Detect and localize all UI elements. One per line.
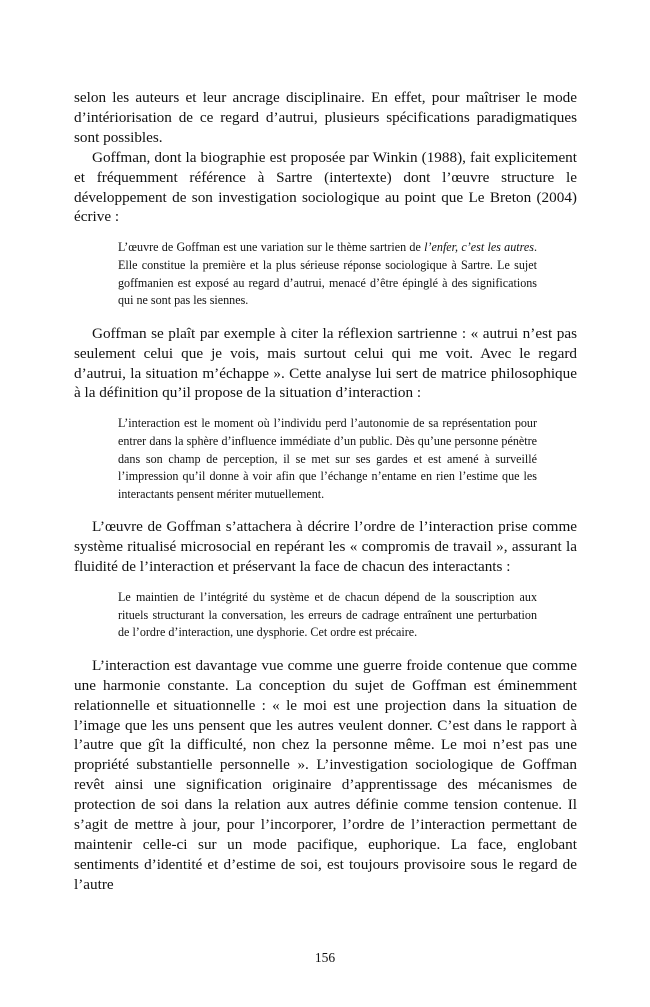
paragraph-5: L’interaction est davantage vue comme une guerre froide contenue que comme une harmonie constante. La conception du sujet de Goffman est éminemment relationnelle et situationnelle : « le moi est une projection dans la situation de l’image que les uns pensent que les autres veulent donner. C’est dans le rapport à l’autre que gît la difficulté, non chez la personne même. Le moi n’est pas une propriété substantielle personnelle ». L’investigation sociologique de Goffman revêt ainsi une signification originaire d’apprentissage des mécanismes de protection de soi dans la relation aux autres définie comme tension contenue. Il s’agit de mettre à jour, pour l’incorporer, l’ordre de l’interaction permettant de maintenir celle-ci sur un mode pacifique, euphorique. La face, englobant sentiments d’identité et d’estime de soi, est toujours provisoire sous le regard de l’autre: [74, 656, 577, 893]
block-quote-1-text-a: L’œuvre de Goffman est une variation sur le thème sartrien de: [118, 240, 425, 255]
paragraph-2: Goffman, dont la biographie est proposée par Winkin (1988), fait explicitement et fréquemment référence à Sartre (intertexte) dont l’œuvre structure le développement de son investigation sociologique au point que Le Breton (2004) écrive :: [74, 148, 577, 226]
paragraph-3: Goffman se plaît par exemple à citer la réflexion sartrienne : « autrui n’est pas seulement celui que je vois, mais surtout celui qui me voit. Avec le regard d’autrui, la situation m’échappe ». Cette analyse lui sert de matrice philosophique à la définition qu’il propose de la situation d’interaction :: [74, 324, 577, 402]
block-quote-3: Le maintien de l’intégrité du système et de chacun dépend de la souscription aux rituels structurant la conversation, les erreurs de cadrage entraînent une perturbation de l’ordre d’interaction, une dysphorie. Cet ordre est précaire.: [118, 590, 537, 640]
block-quote-1-italic: l’enfer, c’est les autres: [424, 240, 534, 255]
block-quote-1: [74, 239, 577, 309]
paragraph-1: selon les auteurs et leur ancrage disciplinaire. En effet, pour maîtriser le mode d’intériorisation de ce regard d’autrui, plusieurs spécifications paradigmatiques sont possibles.: [74, 89, 577, 146]
block-quote-2: L’interaction est le moment où l’individu perd l’autonomie de sa représentation pour entrer dans la sphère d’influence immédiate d’un public. Dès qu’une personne pénètre dans son champ de perception, il se met sur ses gardes et est amené à surveillé l’impression qu’il donne à voir afin que l’échange n’entame en rien l’estime que les interactants pensent mériter mutuellement.: [118, 416, 537, 501]
paragraph-4: L’œuvre de Goffman s’attachera à décrire l’ordre de l’interaction prise comme système ritualisé microsocial en repérant les « compromis de travail », assurant la fluidité de l’interaction et préservant la face de chacun des interactants :: [74, 518, 577, 576]
page-number: 156: [314, 950, 336, 965]
block-quote-1-text-b: . Elle constitue la première et la plus sérieuse réponse sociologique à Sartre. Le sujet goffmanien est exposé au regard d’autrui, menacé d’être épinglé à des significations qui ne sont pas les siennes.: [118, 240, 537, 308]
page-body: [74, 88, 577, 895]
